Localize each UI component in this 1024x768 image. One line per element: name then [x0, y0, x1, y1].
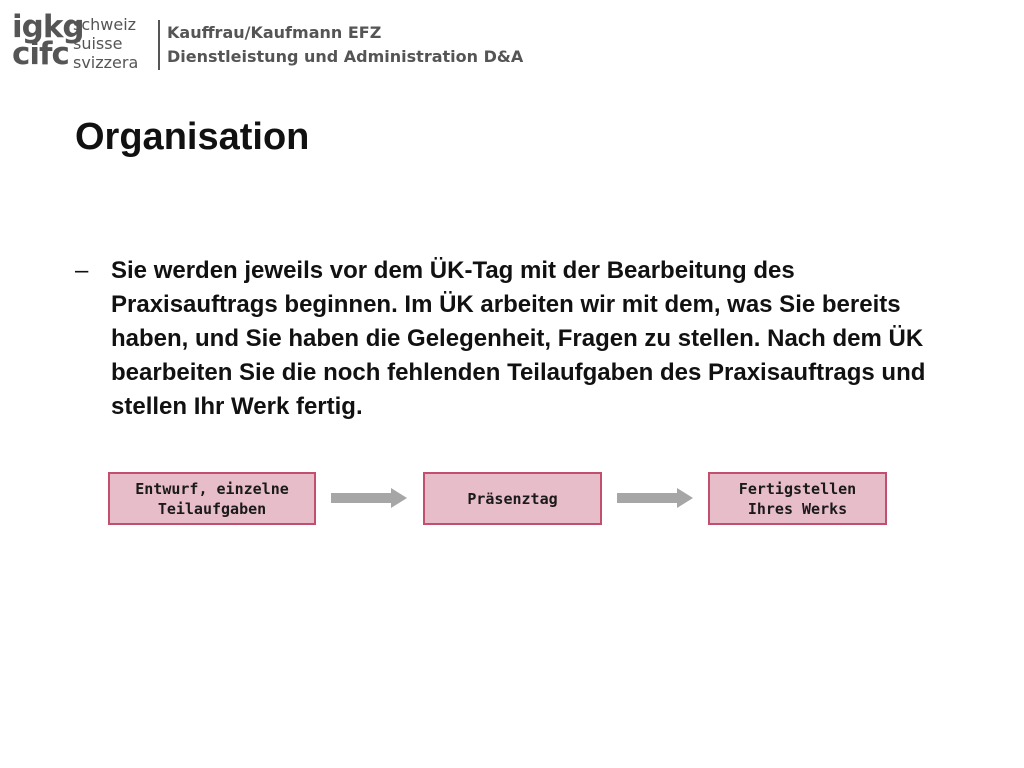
logo-line-2: cifc — [12, 36, 69, 72]
logo-line-1: igkg — [12, 9, 84, 45]
flow-step-attendance-day — [423, 472, 602, 525]
header-divider — [158, 20, 160, 70]
bullet-item — [75, 254, 955, 424]
flow-step-finish-line-1: Fertigstellen — [738, 479, 857, 498]
flow-step-finish — [708, 472, 887, 525]
header-titles — [167, 21, 523, 69]
logo-language-fr: suisse — [73, 34, 123, 53]
flow-step-draft-line-2: Teilaufgaben — [157, 499, 267, 518]
flow-step-draft-line-1: Entwurf, einzelne — [135, 479, 289, 498]
header-title-line-2: Dienstleistung und Administration D&A — [167, 47, 524, 66]
logo-language-de: schweiz — [73, 15, 137, 34]
flow-arrow-right-icon — [331, 488, 407, 508]
page-title: Organisation — [75, 116, 310, 158]
header-title-line-1: Kauffrau/Kaufmann EFZ — [167, 23, 382, 42]
logo-languages — [73, 15, 138, 72]
bullet-text: Sie werden jeweils vor dem ÜK-Tag mit der Bearbeitung des Praxisauftrags beginnen. Im ÜK arbeiten wir mit dem, was Sie bereits haben, und Sie haben die Gelegenheit, Fragen zu stellen. Nach dem ÜK bearbeiten Sie die noch fehlenden Teilaufgaben des Praxisauftrags und stellen Ihr Werk fertig. — [111, 257, 926, 420]
flow-step-draft — [108, 472, 316, 525]
flow-step-finish-line-2: Ihres Werks — [747, 499, 848, 518]
flow-arrow-right-icon — [617, 488, 693, 508]
logo-language-it: svizzera — [73, 53, 139, 72]
flow-step-attendance-day-label: Präsenztag — [467, 489, 558, 508]
bullet-dash: – — [75, 257, 89, 284]
